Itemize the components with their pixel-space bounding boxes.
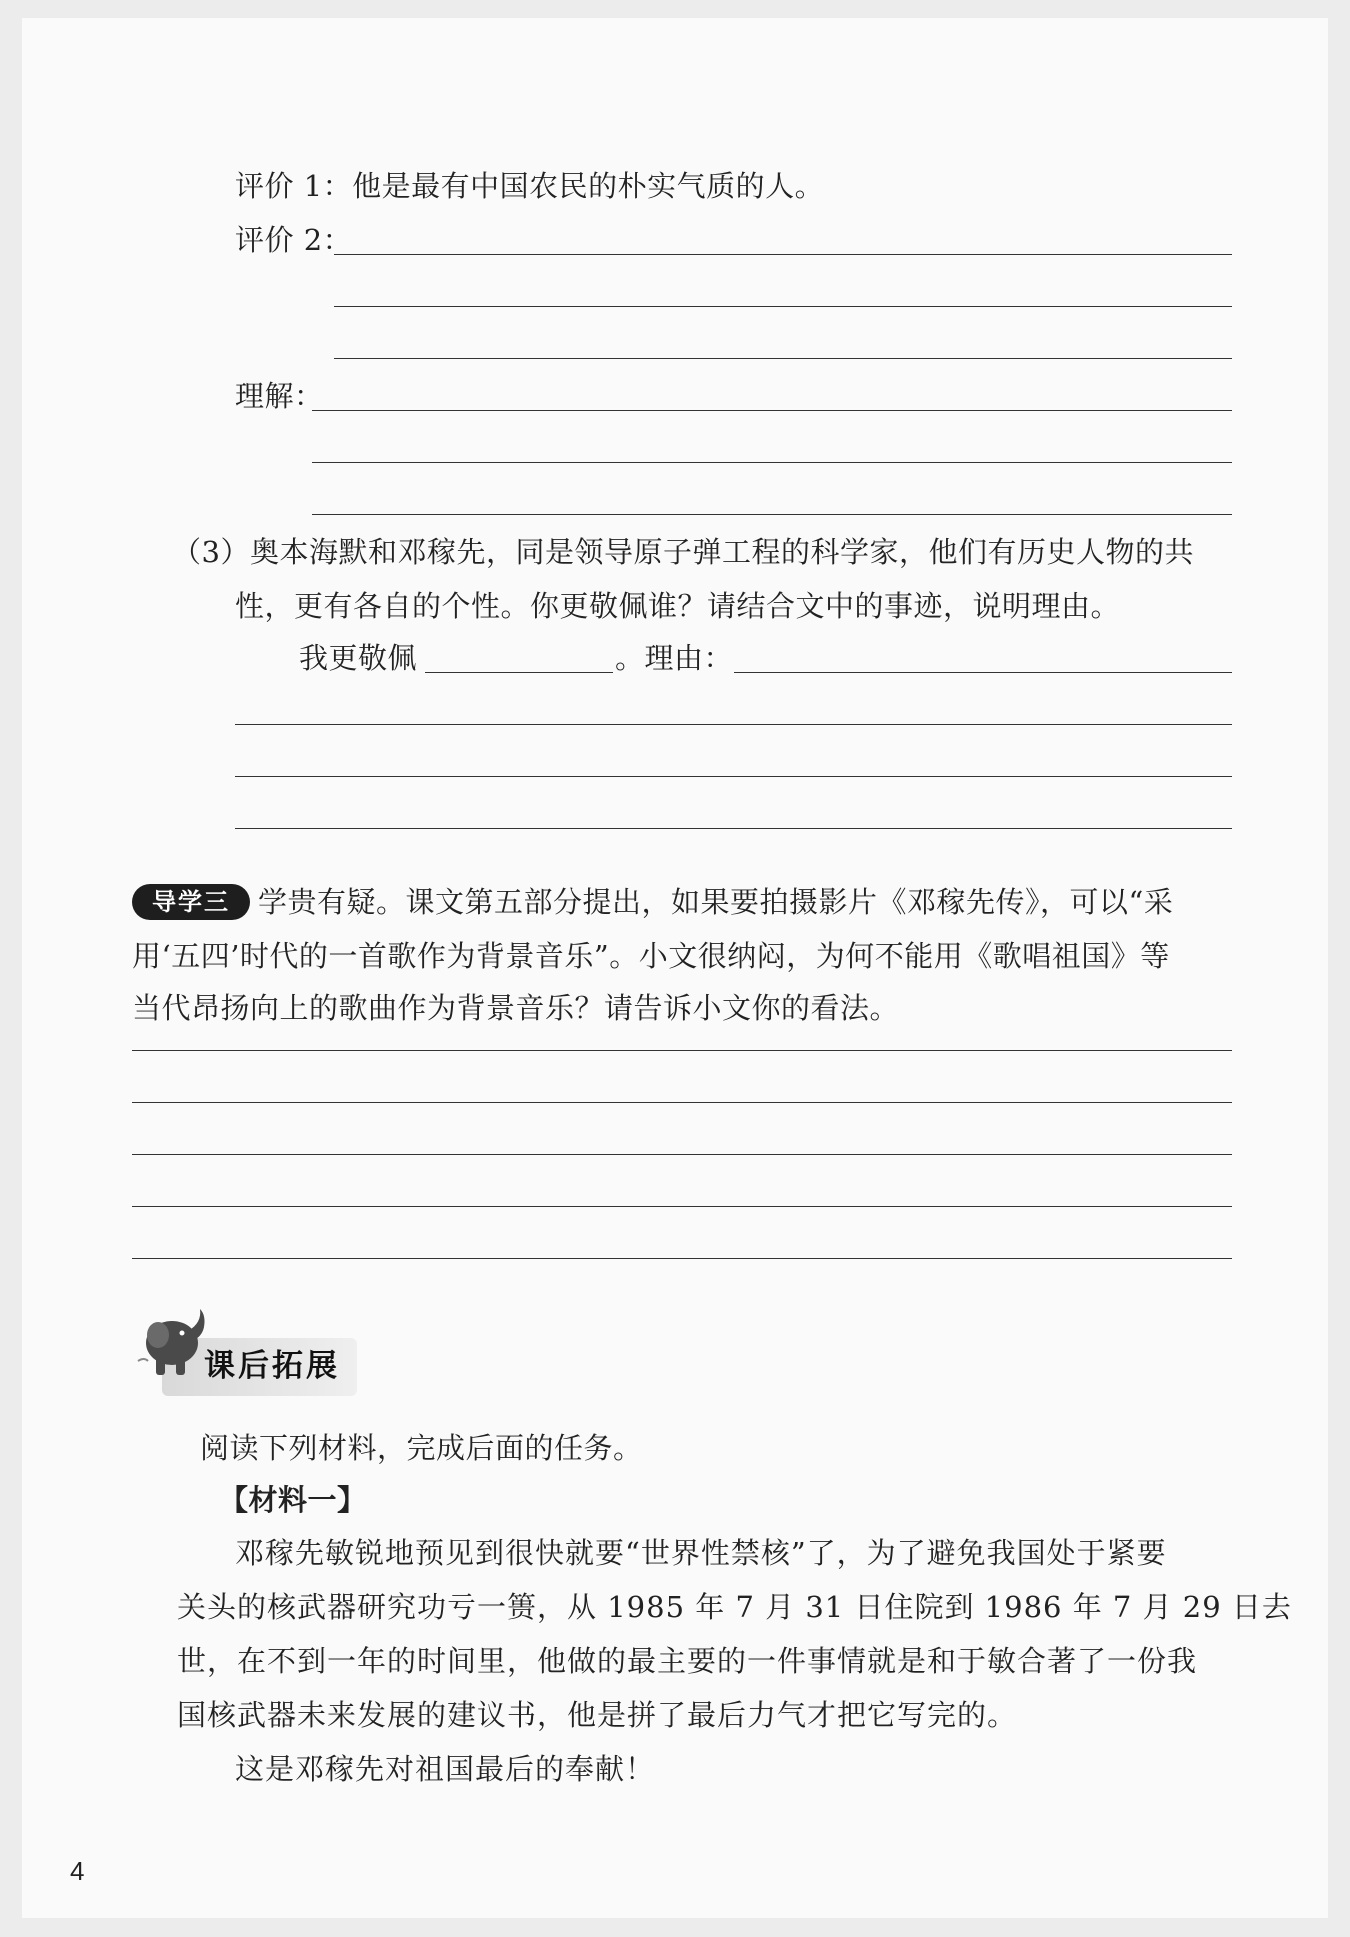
page-number: 4 bbox=[70, 1856, 85, 1886]
question-3-line-1: （3）奥本海默和邓稼先，同是领导原子弹工程的科学家，他们有历史人物的共 bbox=[172, 535, 1194, 569]
material-1-label: 【材料一】 bbox=[219, 1483, 367, 1517]
workbook-page bbox=[22, 18, 1328, 1918]
understanding-answer-line-3[interactable] bbox=[312, 514, 1232, 515]
understanding-answer-line-2[interactable] bbox=[312, 462, 1232, 463]
evaluation-1-text: 评价 1：他是最有中国农民的朴实气质的人。 bbox=[235, 169, 825, 203]
reason-answer-line-2[interactable] bbox=[235, 724, 1232, 725]
guide-3-line-1: 学贵有疑。课文第五部分提出，如果要拍摄影片《邓稼先传》，可以“采 bbox=[258, 885, 1174, 919]
admire-label: 我更敬佩 bbox=[299, 641, 418, 675]
guide-3-answer-line-5[interactable] bbox=[132, 1258, 1232, 1259]
elephant-icon bbox=[130, 1301, 212, 1381]
question-3-line-2: 性，更有各自的个性。你更敬佩谁？请结合文中的事迹，说明理由。 bbox=[235, 589, 1121, 623]
guide-3-answer-line-2[interactable] bbox=[132, 1102, 1232, 1103]
after-class-extension-title: 课后拓展 bbox=[204, 1348, 340, 1384]
reason-answer-line-4[interactable] bbox=[235, 828, 1232, 829]
evaluation-2-answer-line-3[interactable] bbox=[334, 358, 1232, 359]
reason-answer-line-3[interactable] bbox=[235, 776, 1232, 777]
material-1-paragraph-line-5: 这是邓稼先对祖国最后的奉献！ bbox=[235, 1752, 656, 1786]
material-1-paragraph-line-3: 世，在不到一年的时间里，他做的最主要的一件事情就是和于敏合著了一份我 bbox=[177, 1644, 1198, 1678]
guide-3-line-3: 当代昂扬向上的歌曲作为背景音乐？请告诉小文你的看法。 bbox=[132, 991, 900, 1025]
guide-3-answer-line-3[interactable] bbox=[132, 1154, 1232, 1155]
evaluation-2-label: 评价 2： bbox=[235, 223, 353, 257]
evaluation-2-answer-line-1[interactable] bbox=[334, 254, 1232, 255]
reading-instruction: 阅读下列材料，完成后面的任务。 bbox=[200, 1431, 643, 1465]
material-1-paragraph-line-2: 关头的核武器研究功亏一篑，从 1985 年 7 月 31 日住院到 1986 年 7 月 29 日去 bbox=[177, 1590, 1292, 1624]
understanding-answer-line-1[interactable] bbox=[312, 410, 1232, 411]
guide-3-answer-line-1[interactable] bbox=[132, 1050, 1232, 1051]
understanding-label: 理解： bbox=[235, 379, 324, 413]
guide-3-line-2: 用‘五四’时代的一首歌作为背景音乐”。小文很纳闷，为何不能用《歌唱祖国》等 bbox=[132, 939, 1170, 973]
guide-3-answer-line-4[interactable] bbox=[132, 1206, 1232, 1207]
reason-label: 。理由： bbox=[615, 641, 734, 675]
reason-answer-line-1[interactable] bbox=[734, 672, 1232, 673]
material-1-paragraph-line-4: 国核武器未来发展的建议书，他是拼了最后力气才把它写完的。 bbox=[177, 1698, 1018, 1732]
evaluation-2-answer-line-2[interactable] bbox=[334, 306, 1232, 307]
guide-3-badge: 导学三 bbox=[132, 884, 250, 920]
material-1-paragraph-line-1: 邓稼先敏锐地预见到很快就要“世界性禁核”了，为了避免我国处于紧要 bbox=[235, 1536, 1167, 1570]
admire-answer-blank[interactable] bbox=[425, 672, 613, 673]
